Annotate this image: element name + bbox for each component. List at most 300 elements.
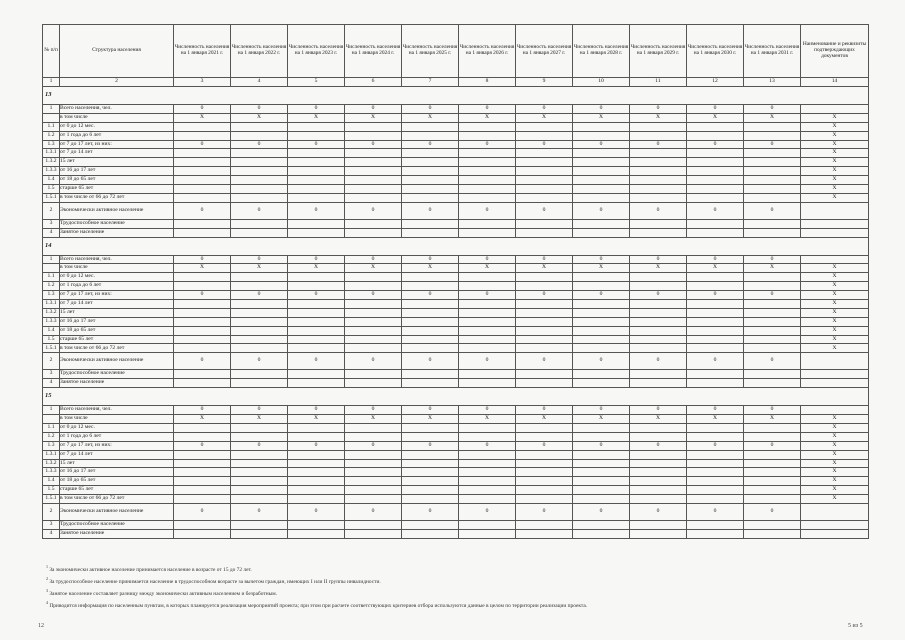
- cell-value: 0: [744, 105, 801, 114]
- table-row: [43, 370, 869, 379]
- table-row: [43, 219, 869, 228]
- row-label: от 16 до 17 лет: [60, 167, 174, 176]
- cell-doc: [801, 379, 869, 388]
- cell-value: [402, 167, 459, 176]
- cell-doc: X: [801, 441, 869, 450]
- row-label: 15 лет: [60, 459, 174, 468]
- cell-value: [630, 308, 687, 317]
- cell-value: [345, 423, 402, 432]
- header-year: Численность населения на 1 января 2023 г.: [288, 25, 345, 78]
- row-label: от 18 до 65 лет: [60, 326, 174, 335]
- footnote: [46, 575, 866, 587]
- cell-value: [231, 317, 288, 326]
- cell-value: 0: [231, 353, 288, 370]
- cell-value: [744, 193, 801, 202]
- cell-value: [288, 335, 345, 344]
- cell-value: [573, 317, 630, 326]
- cell-value: 0: [687, 441, 744, 450]
- row-number: 1.3.2: [43, 158, 60, 167]
- cell-value: X: [288, 264, 345, 273]
- cell-value: [573, 344, 630, 353]
- cell-value: 0: [231, 291, 288, 300]
- cell-value: 0: [630, 291, 687, 300]
- row-label: Трудоспособное население: [60, 219, 174, 228]
- cell-value: [459, 459, 516, 468]
- cell-value: [402, 370, 459, 379]
- row-label: в том числе: [60, 264, 174, 273]
- cell-doc: X: [801, 335, 869, 344]
- cell-value: 0: [687, 353, 744, 370]
- cell-doc: X: [801, 176, 869, 185]
- cell-value: 0: [516, 291, 573, 300]
- section-title: 15: [43, 388, 869, 406]
- cell-value: [687, 326, 744, 335]
- cell-value: [573, 432, 630, 441]
- row-number: 1: [43, 406, 60, 415]
- row-label: от 7 до 17 лет, из них:: [60, 441, 174, 450]
- header-num: № п/п: [43, 25, 60, 78]
- cell-value: [744, 300, 801, 309]
- cell-value: [174, 459, 231, 468]
- row-label: 15 лет: [60, 158, 174, 167]
- cell-value: [573, 193, 630, 202]
- cell-value: [459, 486, 516, 495]
- cell-value: [573, 167, 630, 176]
- cell-value: [231, 131, 288, 140]
- row-number: 1.3.1: [43, 450, 60, 459]
- cell-value: [630, 300, 687, 309]
- cell-value: [174, 335, 231, 344]
- cell-value: 0: [231, 255, 288, 264]
- table-row: [43, 353, 869, 370]
- cell-value: [516, 379, 573, 388]
- cell-value: X: [174, 415, 231, 424]
- cell-value: [459, 520, 516, 529]
- cell-value: [573, 370, 630, 379]
- cell-value: [573, 326, 630, 335]
- cell-value: [744, 495, 801, 504]
- page-number-left: 12: [38, 623, 44, 629]
- cell-value: [288, 370, 345, 379]
- cell-value: [402, 308, 459, 317]
- column-number: 14: [801, 78, 869, 87]
- cell-value: [288, 158, 345, 167]
- row-number: 1.3: [43, 441, 60, 450]
- cell-value: [288, 122, 345, 131]
- cell-value: [288, 344, 345, 353]
- column-number: 1: [43, 78, 60, 87]
- cell-value: [231, 495, 288, 504]
- cell-value: [174, 282, 231, 291]
- cell-value: [630, 520, 687, 529]
- cell-value: X: [687, 415, 744, 424]
- table-row: [43, 441, 869, 450]
- cell-value: [687, 495, 744, 504]
- row-number: 1.4: [43, 326, 60, 335]
- header-year: Численность населения на 1 января 2028 г.: [573, 25, 630, 78]
- table-row: [43, 450, 869, 459]
- cell-value: [744, 167, 801, 176]
- cell-value: 0: [516, 406, 573, 415]
- cell-value: [288, 529, 345, 538]
- cell-value: [573, 122, 630, 131]
- table-row: [43, 158, 869, 167]
- cell-doc: [801, 529, 869, 538]
- cell-value: [231, 486, 288, 495]
- table-row: [43, 300, 869, 309]
- cell-value: [345, 529, 402, 538]
- header-year: Численность населения на 1 января 2027 г.: [516, 25, 573, 78]
- table-row: [43, 113, 869, 122]
- cell-value: [744, 176, 801, 185]
- cell-value: [516, 459, 573, 468]
- row-number: 1.3.3: [43, 317, 60, 326]
- cell-value: [402, 335, 459, 344]
- row-label: Трудоспособное население: [60, 370, 174, 379]
- cell-value: [630, 432, 687, 441]
- cell-doc: [801, 202, 869, 219]
- cell-value: [231, 423, 288, 432]
- row-number: 1.5.1: [43, 344, 60, 353]
- row-label: 15 лет: [60, 308, 174, 317]
- cell-value: 0: [573, 353, 630, 370]
- cell-value: [288, 167, 345, 176]
- cell-value: 0: [231, 140, 288, 149]
- cell-value: [573, 495, 630, 504]
- cell-value: [687, 158, 744, 167]
- cell-value: 0: [345, 406, 402, 415]
- cell-value: [459, 379, 516, 388]
- section-row: [43, 388, 869, 406]
- cell-value: [687, 273, 744, 282]
- cell-value: 0: [231, 503, 288, 520]
- cell-value: [516, 228, 573, 237]
- cell-value: [516, 344, 573, 353]
- cell-value: X: [174, 264, 231, 273]
- cell-value: [345, 477, 402, 486]
- cell-value: [687, 477, 744, 486]
- cell-value: X: [345, 113, 402, 122]
- cell-doc: X: [801, 415, 869, 424]
- cell-doc: X: [801, 185, 869, 194]
- cell-value: [516, 122, 573, 131]
- cell-doc: X: [801, 423, 869, 432]
- cell-value: [744, 423, 801, 432]
- section-title: 13: [43, 87, 869, 105]
- cell-value: [516, 308, 573, 317]
- cell-value: [174, 520, 231, 529]
- header-year: Численность населения на 1 января 2026 г.: [459, 25, 516, 78]
- column-number: 10: [573, 78, 630, 87]
- cell-value: X: [630, 415, 687, 424]
- cell-doc: [801, 370, 869, 379]
- cell-value: [174, 273, 231, 282]
- cell-value: [402, 228, 459, 237]
- table-row: [43, 149, 869, 158]
- cell-value: 0: [174, 503, 231, 520]
- cell-value: 0: [345, 291, 402, 300]
- cell-value: [687, 520, 744, 529]
- table-row: [43, 415, 869, 424]
- cell-value: [687, 432, 744, 441]
- table-row: [43, 167, 869, 176]
- cell-value: 0: [687, 406, 744, 415]
- row-number: 1.3.2: [43, 459, 60, 468]
- cell-value: [630, 273, 687, 282]
- cell-value: [744, 459, 801, 468]
- cell-value: [174, 370, 231, 379]
- cell-value: [516, 300, 573, 309]
- cell-doc: [801, 228, 869, 237]
- column-number-row: [43, 78, 869, 87]
- cell-value: 0: [744, 441, 801, 450]
- cell-value: [231, 149, 288, 158]
- cell-value: [516, 185, 573, 194]
- row-number: 1.3.2: [43, 308, 60, 317]
- cell-value: X: [459, 113, 516, 122]
- cell-value: [288, 468, 345, 477]
- cell-value: [459, 149, 516, 158]
- table-row: [43, 520, 869, 529]
- cell-value: X: [402, 113, 459, 122]
- cell-value: 0: [516, 441, 573, 450]
- row-number: 1.1: [43, 273, 60, 282]
- cell-value: [174, 432, 231, 441]
- cell-value: [630, 317, 687, 326]
- cell-value: 0: [630, 441, 687, 450]
- cell-value: [687, 486, 744, 495]
- cell-value: [744, 273, 801, 282]
- cell-value: [174, 176, 231, 185]
- cell-value: [459, 326, 516, 335]
- cell-value: [630, 344, 687, 353]
- header-year: Численность населения на 1 января 2030 г.: [687, 25, 744, 78]
- cell-value: [459, 495, 516, 504]
- header-doc: Наименование и реквизиты подтверждающих документов: [801, 25, 869, 78]
- cell-value: [630, 193, 687, 202]
- footnote: [46, 599, 866, 611]
- header-year: Численность населения на 1 января 2029 г.: [630, 25, 687, 78]
- cell-doc: X: [801, 158, 869, 167]
- cell-value: [459, 185, 516, 194]
- cell-value: 0: [288, 406, 345, 415]
- cell-value: [744, 219, 801, 228]
- cell-value: [687, 450, 744, 459]
- cell-value: [402, 193, 459, 202]
- cell-value: [345, 185, 402, 194]
- cell-value: [174, 219, 231, 228]
- cell-value: [345, 228, 402, 237]
- cell-value: [288, 273, 345, 282]
- cell-value: [516, 326, 573, 335]
- cell-doc: X: [801, 344, 869, 353]
- table-row: [43, 140, 869, 149]
- cell-value: [516, 486, 573, 495]
- column-number: 11: [630, 78, 687, 87]
- cell-value: [516, 219, 573, 228]
- cell-value: [744, 450, 801, 459]
- cell-value: X: [573, 264, 630, 273]
- cell-value: [687, 468, 744, 477]
- cell-value: X: [687, 264, 744, 273]
- cell-value: [402, 273, 459, 282]
- cell-value: [345, 486, 402, 495]
- cell-doc: X: [801, 264, 869, 273]
- row-number: 1.4: [43, 176, 60, 185]
- cell-value: X: [630, 113, 687, 122]
- cell-value: [516, 317, 573, 326]
- cell-value: [687, 459, 744, 468]
- cell-value: [573, 219, 630, 228]
- cell-value: 0: [687, 105, 744, 114]
- cell-value: [402, 459, 459, 468]
- cell-value: [174, 529, 231, 538]
- cell-value: [744, 344, 801, 353]
- table-row: [43, 423, 869, 432]
- row-label: Экономически активное население: [60, 353, 174, 370]
- cell-value: [174, 379, 231, 388]
- cell-value: 0: [402, 353, 459, 370]
- cell-doc: X: [801, 495, 869, 504]
- cell-value: 0: [630, 406, 687, 415]
- cell-value: [402, 176, 459, 185]
- cell-value: [174, 122, 231, 131]
- cell-value: 0: [744, 406, 801, 415]
- cell-value: [516, 520, 573, 529]
- row-number: 1.5: [43, 185, 60, 194]
- cell-value: [630, 468, 687, 477]
- cell-value: 0: [573, 441, 630, 450]
- cell-value: 0: [573, 140, 630, 149]
- cell-value: 0: [459, 291, 516, 300]
- table-row: [43, 477, 869, 486]
- cell-value: [402, 149, 459, 158]
- row-label: от 18 до 65 лет: [60, 477, 174, 486]
- cell-value: [345, 520, 402, 529]
- cell-value: [345, 282, 402, 291]
- cell-value: [345, 326, 402, 335]
- row-number: 1.2: [43, 432, 60, 441]
- table-row: [43, 185, 869, 194]
- cell-value: 0: [744, 202, 801, 219]
- cell-value: [174, 317, 231, 326]
- cell-value: [288, 520, 345, 529]
- cell-value: 0: [231, 105, 288, 114]
- cell-value: 0: [231, 202, 288, 219]
- cell-value: X: [231, 264, 288, 273]
- cell-value: [231, 282, 288, 291]
- cell-value: [630, 219, 687, 228]
- cell-doc: X: [801, 317, 869, 326]
- column-number: 7: [402, 78, 459, 87]
- cell-value: [459, 219, 516, 228]
- cell-value: [345, 308, 402, 317]
- cell-value: [345, 317, 402, 326]
- cell-doc: X: [801, 193, 869, 202]
- cell-value: [231, 176, 288, 185]
- cell-value: [744, 477, 801, 486]
- cell-doc: X: [801, 122, 869, 131]
- row-label: Всего населения, чел.: [60, 406, 174, 415]
- cell-value: [459, 468, 516, 477]
- cell-value: [687, 300, 744, 309]
- cell-value: [687, 149, 744, 158]
- cell-value: 0: [345, 503, 402, 520]
- cell-value: [402, 122, 459, 131]
- cell-value: [516, 176, 573, 185]
- cell-value: [573, 520, 630, 529]
- cell-value: [573, 282, 630, 291]
- cell-value: [630, 167, 687, 176]
- cell-value: [459, 167, 516, 176]
- cell-value: [687, 529, 744, 538]
- row-number: 3: [43, 520, 60, 529]
- cell-value: 0: [573, 105, 630, 114]
- cell-value: [288, 228, 345, 237]
- cell-value: 0: [516, 503, 573, 520]
- cell-value: X: [345, 415, 402, 424]
- cell-value: [174, 450, 231, 459]
- row-number: 4: [43, 379, 60, 388]
- cell-value: [687, 167, 744, 176]
- cell-doc: [801, 105, 869, 114]
- cell-value: 0: [174, 255, 231, 264]
- cell-doc: [801, 353, 869, 370]
- table-row: [43, 406, 869, 415]
- cell-doc: X: [801, 326, 869, 335]
- cell-value: 0: [687, 140, 744, 149]
- footnote-mark: 2: [46, 576, 48, 582]
- cell-value: [231, 432, 288, 441]
- cell-value: 0: [402, 140, 459, 149]
- table-row: [43, 503, 869, 520]
- cell-value: [516, 193, 573, 202]
- cell-value: 0: [459, 105, 516, 114]
- cell-value: [744, 370, 801, 379]
- cell-value: [231, 379, 288, 388]
- cell-value: [402, 486, 459, 495]
- cell-value: [231, 520, 288, 529]
- cell-value: [402, 326, 459, 335]
- row-label: от 1 года до 6 лет: [60, 432, 174, 441]
- table-header-row: [43, 25, 869, 78]
- cell-value: [630, 149, 687, 158]
- cell-value: [744, 486, 801, 495]
- cell-value: [573, 273, 630, 282]
- column-number: 12: [687, 78, 744, 87]
- cell-value: [459, 335, 516, 344]
- table-row: [43, 228, 869, 237]
- row-label: от 0 до 12 мес.: [60, 122, 174, 131]
- cell-value: 0: [630, 353, 687, 370]
- cell-value: [573, 468, 630, 477]
- row-label: от 7 до 14 лет: [60, 149, 174, 158]
- footnote-text: Занятое население составляет разницу между экономически активным населением и безработным.: [48, 590, 278, 597]
- cell-value: 0: [516, 255, 573, 264]
- cell-value: 0: [459, 353, 516, 370]
- cell-value: [402, 282, 459, 291]
- row-number: 2: [43, 353, 60, 370]
- footnote-mark: 3: [46, 588, 48, 594]
- cell-value: [516, 131, 573, 140]
- column-number: 5: [288, 78, 345, 87]
- cell-value: [231, 344, 288, 353]
- cell-doc: [801, 503, 869, 520]
- table-row: [43, 105, 869, 114]
- cell-value: [687, 219, 744, 228]
- cell-value: [687, 185, 744, 194]
- cell-value: 0: [402, 441, 459, 450]
